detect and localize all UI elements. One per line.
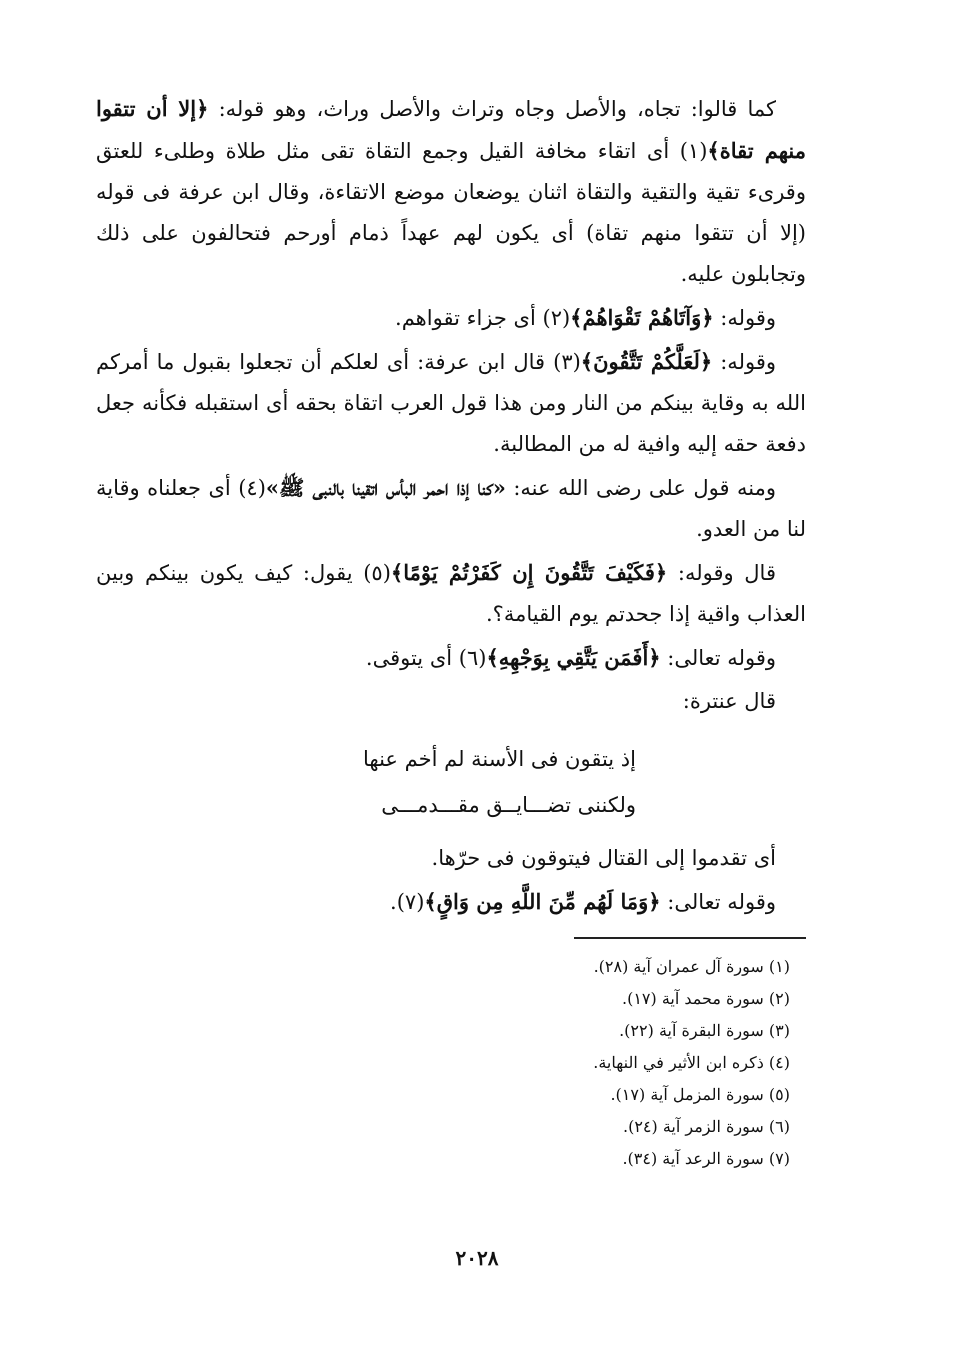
paragraph-p8 [96, 838, 806, 879]
paragraph-p5 [96, 552, 806, 635]
main-text [96, 88, 806, 923]
text-run: وقوله تعالى: [660, 646, 776, 670]
footnote-1: (١) سورة آل عمران آية (٢٨). [593, 957, 790, 976]
text-run: (٤) أى جعلناه وقاية لنا من العدو. [96, 476, 806, 541]
text-run: وقوله: [713, 306, 776, 330]
poem-verse [96, 736, 806, 828]
footnote-3: (٣) سورة البقرة آية (٢٢). [619, 1021, 790, 1040]
footnote-4: (٤) ذكره ابن الأثير في النهاية. [593, 1053, 790, 1072]
footnote-2: (٢) سورة محمد آية (١٧). [622, 989, 790, 1008]
quoted-text: ﴿أَفَمَن يَتَّقِي بِوَجْهِهِ﴾ [486, 645, 661, 670]
quoted-text: ﴿لَعَلَّكُمْ تَتَّقُونَ﴾ [580, 349, 713, 374]
text-run: قال عنترة: [682, 689, 776, 713]
after-verse-paragraphs [96, 838, 806, 923]
text-run: (٢) أى جزاء تقواهم. [395, 306, 571, 330]
text-run: (٥) يقول: كيف يكون بينكم وبين العذاب واقية إذا جحدتم يوم القيامة؟. [96, 561, 806, 626]
quoted-text: ﴿وَآتَاهُمْ تَقْوَاهُمْ﴾ [570, 305, 714, 330]
paragraph-p6 [96, 637, 806, 679]
text-run: ومنه قول على رضى الله عنه: [505, 476, 776, 500]
footnote-7: (٧) سورة الرعد آية (٣٤). [622, 1149, 790, 1168]
paragraph-p9 [96, 881, 806, 923]
footnote-divider [574, 937, 806, 939]
paragraph-p1 [96, 88, 806, 295]
text-run: (١) أى اتقاء مخافة القيل وجمع التقاة تقى مثل طلاة وطلىء للعتق وقرىء تقية والتقية والتقاة اثنان يوضعان موضع الاتقاءة، وقال ابن عرفة فى قوله (إلا أن تتقوا منهم تقاة) أى يكون لهم عهداً ذمام أورحم فتحالفون على ذلك وتجابلون عليه. [96, 139, 806, 286]
verse-line-1: إذ يتقون فى الأسنة لم أخم عنها [363, 747, 636, 771]
quoted-text: ﴿فَكَيْفَ تَتَّقُونَ إِن كَفَرْتُمْ يَوْمًا﴾ [390, 560, 668, 585]
text-run: (٧). [390, 890, 425, 914]
text-run: وقوله تعالى: [660, 890, 776, 914]
page-number: ٢٠٢٨ [455, 1246, 499, 1270]
paragraphs [96, 88, 806, 722]
text-run: قال وقوله: [667, 561, 776, 585]
text-run: (٦) أى يتوقى. [365, 646, 487, 670]
paragraph-p3 [96, 341, 806, 465]
quoted-text: «كنا إذا احمر البأس اتقينا بالنبى ﷺ» [265, 475, 506, 500]
quoted-text: ﴿إلا أن تتقوا منهم تقاة﴾ [96, 96, 806, 163]
paragraph-p2 [96, 297, 806, 339]
paragraph-p7 [96, 681, 806, 722]
footnote-5: (٥) سورة المزمل آية (١٧). [610, 1085, 790, 1104]
verse-line-2: ولكننى تضـــايــق مقـــدمـــى [381, 793, 636, 817]
text-run: أى تقدموا إلى القتال فيتوقون فى حرّها. [431, 846, 776, 870]
footnote-6: (٦) سورة الزمر آية (٢٤). [623, 1117, 790, 1136]
quoted-text: ﴿وَمَا لَهُم مِّنَ اللَّهِ مِن وَاقٍ﴾ [424, 889, 661, 914]
text-run: كما قالوا: تجاه، والأصل وجاه وتراث والأصل وراث، وهو قوله: [208, 97, 776, 121]
paragraph-p4 [96, 467, 806, 550]
text-run: (٣) قال ابن عرفة: أى لعلكم أن تجعلوا بقبول ما أمركم الله به وقاية بينكم من النار ومن هذا قول العرب اتقاة بحقه أى استقبله فكأنه جعل دفعة حقه إليه وافية له من المطالبة. [96, 350, 806, 456]
text-run: وقوله: [712, 350, 776, 374]
footnotes [96, 951, 790, 1175]
